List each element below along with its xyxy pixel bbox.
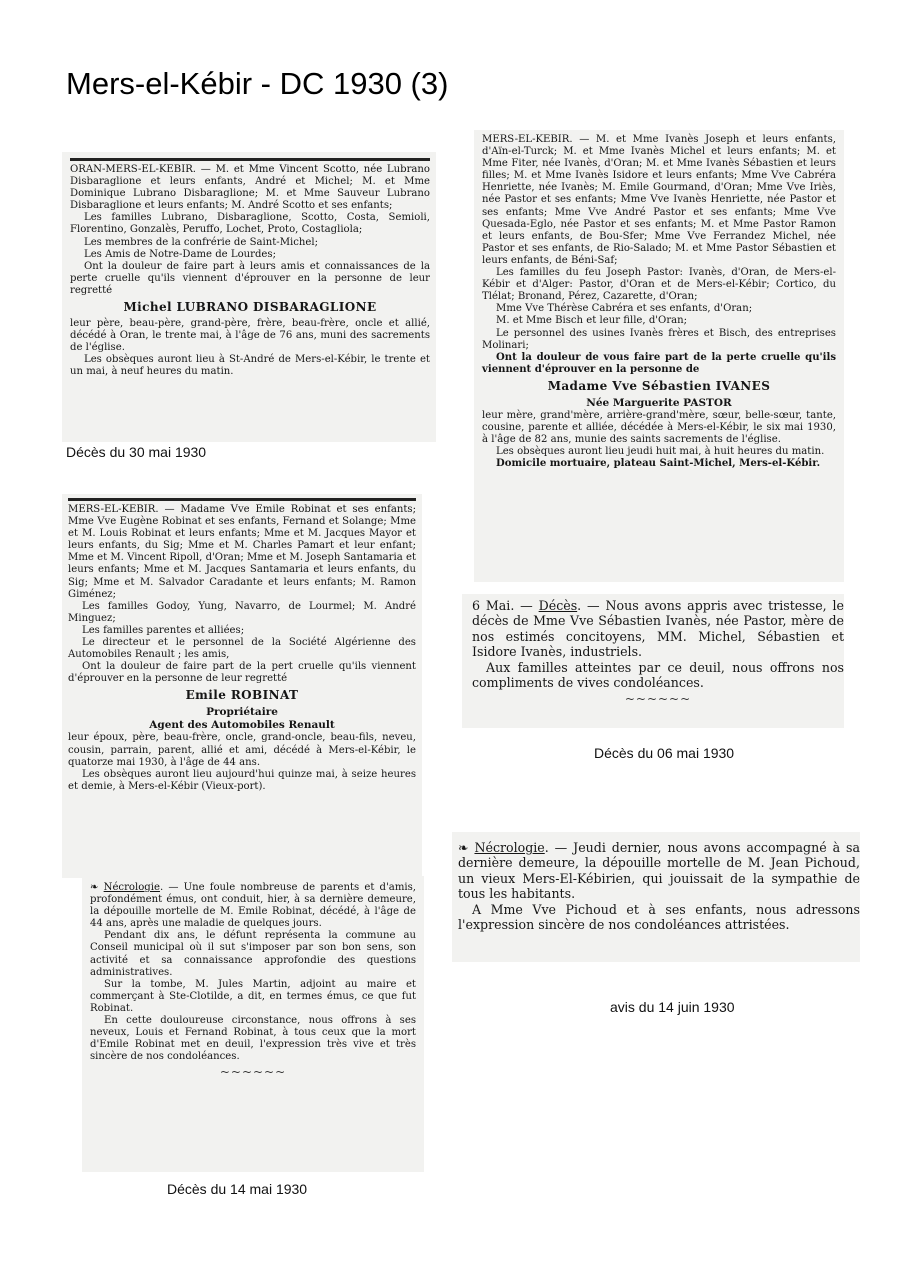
ornament-divider: ~~~~~~ — [219, 1065, 287, 1080]
ornament-divider: ~~~~~~ — [624, 692, 692, 707]
deceased-name: Emile ROBINAT — [185, 688, 299, 703]
necrology-paragraph: Sur la tombe, M. Jules Martin, adjoint au maire et commerçant à Ste-Clotilde, a dit, en termes émus, ce que fut Robinat. — [90, 978, 416, 1014]
deceased-name: Madame Vve Sébastien IVANES — [547, 378, 771, 393]
notice-paragraph: Les membres de la confrérie de Saint-Michel; — [84, 236, 319, 248]
clip-ivanes-notice — [474, 130, 844, 582]
necrology-paragraph: En cette douloureuse circonstance, nous offrons à ses neveux, Louis et Fernand Robinat, à tous ceux que la mort d'Emile Robinat met en deuil, l'expression très vive et très sincère de nos condoléances. — [90, 1015, 416, 1063]
clip-ivanes-death-note — [462, 594, 844, 728]
notice-paragraph: MERS-EL-KEBIR. — M. et Mme Ivanès Joseph et leurs enfants, d'Aïn-el-Turck; M. et Mme Ivanès Michel et leurs enfants; M. et Mme Fiter, née Ivanès, d'Oran; M. et Mme Ivanès Sébastien et leurs filles; M. et Mme Ivanès Isidore et leurs enfants; Mme Vve Cabréra Henriette, née Ivanès; M. Emile Gourmand, d'Oran; Mme Vve Iriès, née Pastor et ses enfants; Mme Vve Ivanès Henriette, née Pastor et ses enfants; Mme Vve André Pastor et ses enfants; Mme Vve Quesada-Eglo, née Pastor et ses enfants; M. et Mme Pastor Ramon et leurs enfants, de Bou-Sfer; Mme Vve Ferrandez Michel, née Pastor et ses enfants, de Rio-Salado; M. et Mme Pastor Sébastien et leurs enfants, de Béni-Saf; — [482, 134, 836, 266]
notice-paragraph: Ont la douleur de faire part de la pert cruelle qu'ils viennent d'éprouver en la personne de leur regretté — [68, 661, 416, 685]
necrology-text: . — Une foule nombreuse de parents et d'amis, profondément émus, ont conduit, hier, à sa dernière demeure, la dépouille mortelle de M. Emile Robinat, décédé, à l'âge de 44 ans, après une maladie de quelques jours. — [90, 882, 417, 930]
note-paragraph: Aux familles atteintes par ce deuil, nous offrons nos compliments de vives condoléances. — [472, 659, 844, 691]
notice-paragraph: Ont la douleur de vous faire part de la perte cruelle qu'ils viennent d'éprouver en la personne de — [482, 351, 836, 375]
page-title: Mers-el-Kébir - DC 1930 (3) — [66, 66, 449, 101]
clip-caption: Décès du 14 mai 1930 — [167, 1181, 308, 1197]
notice-paragraph: Les familles Lubrano, Disbaraglione, Scotto, Costa, Semioli, Florentino, Gonzalès, Peruffo, Lochet, Proto, Costagliola; — [70, 212, 430, 236]
note-date: 6 Mai — [472, 598, 511, 613]
notice-paragraph: Le personnel des usines Ivanès frères et Bisch, des entreprises Molinari; — [482, 327, 836, 351]
clip-robinat-notice — [62, 494, 422, 878]
notice-paragraph: Le directeur et le personnel de la Société Algérienne des Automobiles Renault ; les amis, — [68, 637, 416, 661]
notice-paragraph: leur père, beau-père, grand-père, frère, beau-frère, oncle et allié, décédé à Oran, le trente mai, à l'âge de 76 ans, muni des sacrements de l'église. — [70, 318, 430, 354]
necrology-paragraph: Pendant dix ans, le défunt représenta la commune au Conseil municipal où il sut s'imposer par son bon sens, son activité et sa connaissance approfondie des questions administratives. — [90, 930, 416, 978]
notice-paragraph: Les obsèques auront lieu aujourd'hui quinze mai, à seize heures et demie, à Mers-el-Kébir (Vieux-port). — [68, 768, 416, 792]
clip-caption: avis du 14 juin 1930 — [610, 999, 735, 1015]
note-paragraph — [472, 598, 844, 660]
notice-paragraph: leur mère, grand'mère, arrière-grand'mère, sœur, belle-sœur, tante, cousine, parente et alliée, décédée à Mers-el-Kébir, le six mai 1930, à l'âge de 82 ans, munie des saints sacrements de l'église. — [482, 409, 836, 446]
notice-paragraph: Les obsèques auront lieu à St-André de Mers-el-Kébir, le trente et un mai, à neuf heures du matin. — [70, 354, 430, 378]
deceased-title: Propriétaire — [206, 706, 278, 719]
necrology-paragraph — [90, 882, 416, 930]
notice-paragraph: Les obsèques auront lieu jeudi huit mai, à huit heures du matin. — [496, 446, 825, 458]
clip-caption: Décès du 06 mai 1930 — [594, 745, 735, 761]
notice-paragraph: M. et Mme Bisch et leur fille, d'Oran; — [496, 315, 688, 327]
necrology-heading: Nécrologie — [103, 882, 160, 893]
clip-top-rule — [68, 498, 416, 501]
note-text: . — Nous avons appris avec tristesse, le décès de Mme Vve Sébastien Ivanès, née Pastor, mère de nos estimés concitoyens, MM. Michel, Sébastien et Isidore Ivanès, industriels. — [472, 598, 844, 660]
notice-paragraph: Ont la douleur de faire part à leurs amis et connaissances de la perte cruelle qu'ils viennent d'éprouver en la personne de leur regretté — [70, 260, 430, 296]
notice-paragraph: ORAN-MERS-EL-KEBIR. — M. et Mme Vincent Scotto, née Lubrano Disbaraglione et leurs enfants, André et Michel; M. et Mme Dominique Lubrano Disbaraglione; M. et Mme Sauveur Lubrano Disbaraglione et leurs enfants; M. André Scotto et ses enfants; — [70, 164, 430, 212]
necrology-paragraph: A Mme Vve Pichoud et à ses enfants, nous adressons l'expression sincère de nos condoléances attristées. — [458, 901, 860, 933]
notice-paragraph: MERS-EL-KEBIR. — Madame Vve Emile Robinat et ses enfants; Mme Vve Eugène Robinat et ses enfants, Fernand et Solange; Mme et M. Louis Robinat et leurs enfants; Mme et M. Jacques Mayor et leurs enfants, du Sig; Mme et M. Charles Pamart et leur enfant; Mme et M. Vincent Ripoll, d'Oran; Mme et M. Joseph Santamaria et leurs enfants; Mme et M. Jacques Santamaria et leurs enfants, du Sig; Mme et M. Salvador Caradante et leurs enfants; M. Ramon Giménez; — [68, 504, 416, 600]
necrology-heading: Nécrologie — [474, 840, 545, 855]
notice-paragraph: Mme Vve Thérèse Cabréra et ses enfants, d'Oran; — [496, 303, 753, 315]
deceased-title: Agent des Automobiles Renault — [149, 719, 335, 732]
ornament-mark: ❧ — [90, 882, 104, 893]
notice-paragraph: Les Amis de Notre-Dame de Lourdes; — [84, 248, 276, 260]
necrology-text: . — Jeudi dernier, nous avons accompagné à sa dernière demeure, la dépouille mortelle de M. Jean Pichoud, un vieux Mers-El-Kébirien, qui jouissait de la sympathie de tous les habitants. — [458, 840, 860, 902]
clip-top-rule — [70, 158, 430, 161]
clip-robinat-necrology — [82, 876, 424, 1172]
clip-pichoud-necrology — [452, 832, 860, 962]
notice-paragraph: Les familles Godoy, Yung, Navarro, de Lourmel; M. André Minguez; — [68, 600, 416, 624]
note-separator: . — — [510, 598, 539, 613]
notice-paragraph: Les familles parentes et alliées; — [82, 624, 245, 636]
clip-caption: Décès du 30 mai 1930 — [66, 444, 207, 460]
notice-paragraph: leur époux, père, beau-frère, oncle, grand-oncle, beau-fils, neveu, cousin, parrain, parent, allié et ami, décédé à Mers-el-Kébir, le quatorze mai 1930, à l'âge de 44 ans. — [68, 732, 416, 768]
ornament-mark: ❧ — [458, 840, 475, 855]
clip-lubrano-notice — [62, 152, 436, 442]
deceased-maiden-name: Née Marguerite PASTOR — [586, 396, 732, 409]
note-heading: Décès — [538, 598, 578, 613]
notice-paragraph: Les familles du feu Joseph Pastor: Ivanès, d'Oran, de Mers-el-Kébir et d'Alger: Pastor, d'Oran et de Mers-el-Kébir; Cortico, du Tlélat; Bronand, Pérez, Cazarette, d'Oran; — [482, 267, 836, 303]
necrology-paragraph — [458, 840, 860, 902]
notice-paragraph: Domicile mortuaire, plateau Saint-Michel, Mers-el-Kébir. — [496, 458, 821, 470]
deceased-name: Michel LUBRANO DISBARAGLIONE — [123, 300, 377, 315]
